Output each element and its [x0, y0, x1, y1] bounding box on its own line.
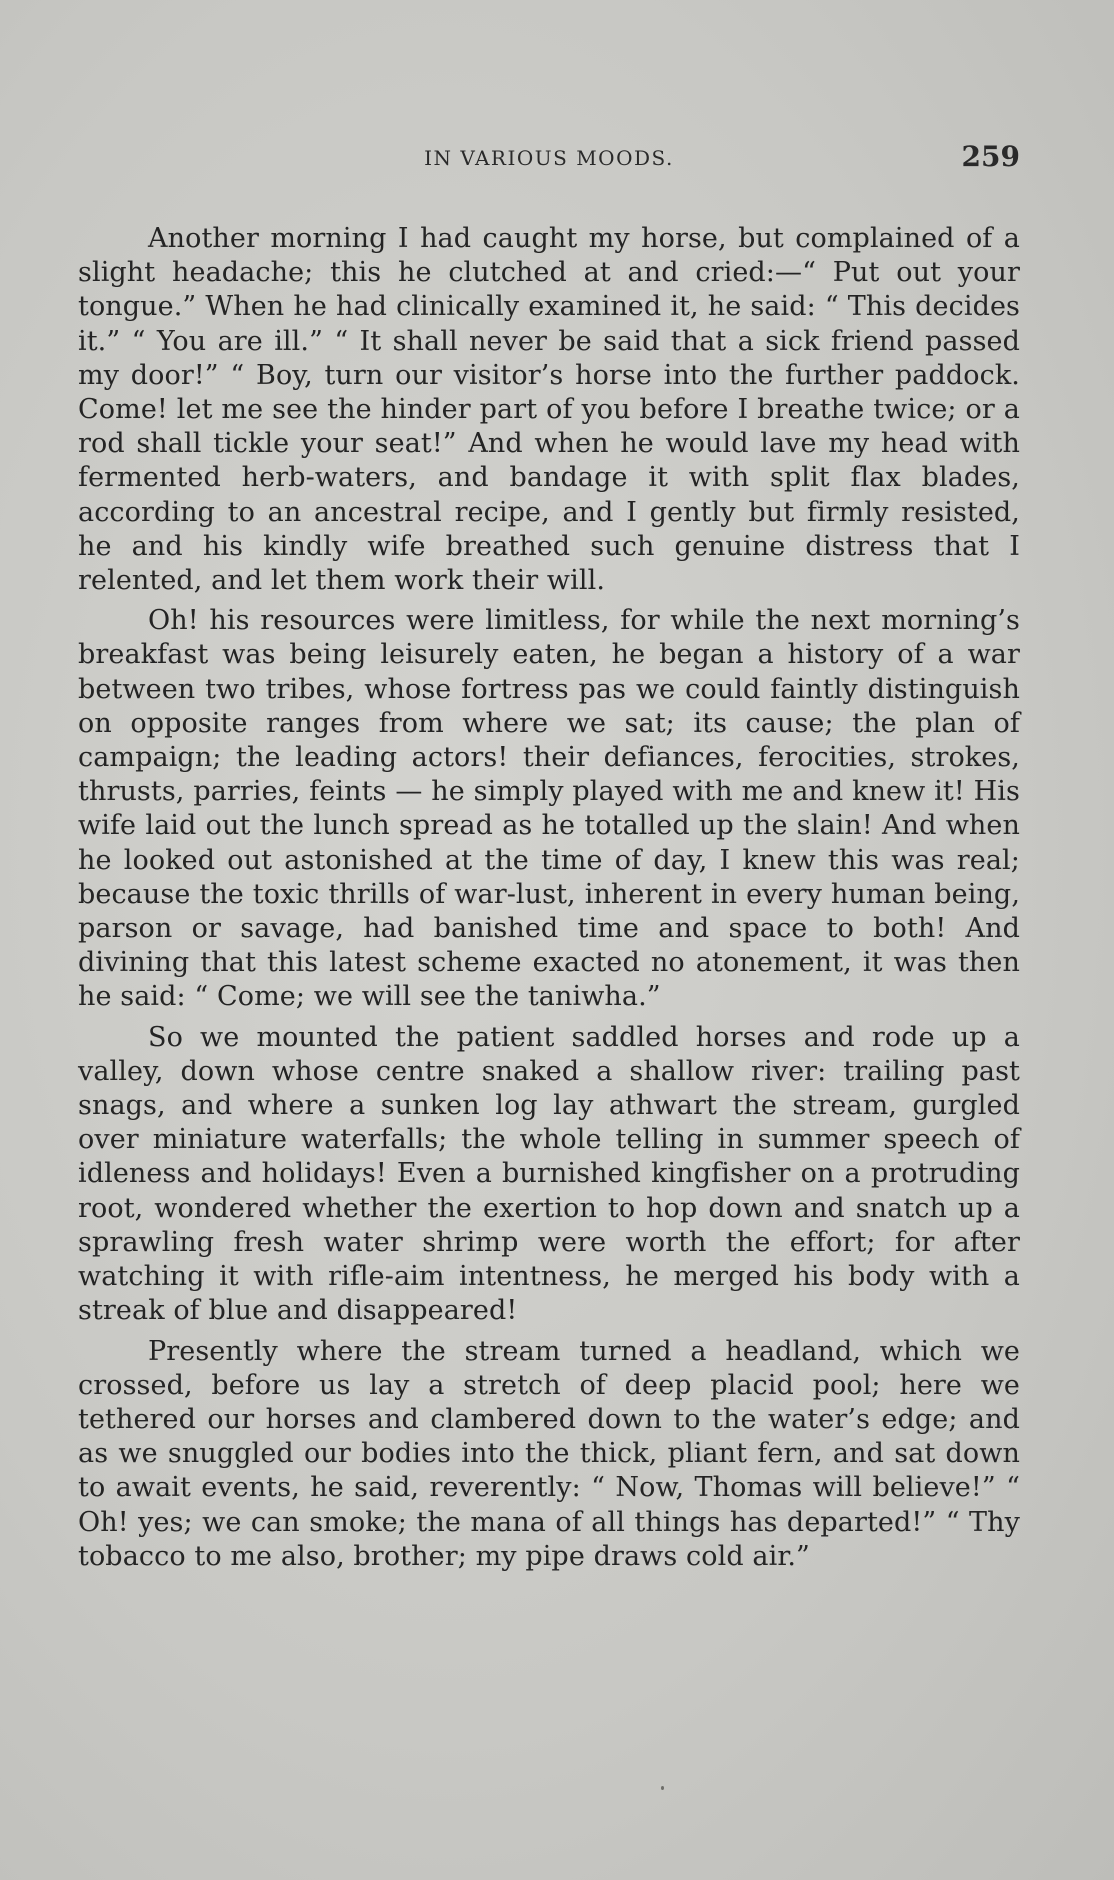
page-number: 259: [961, 140, 1020, 173]
running-head: [78, 140, 1020, 180]
body-text: [78, 222, 1020, 1574]
paragraph-4: Presently where the stream turned a headland, which we crossed, before us lay a stretch of deep placid pool; here we tethered our horses and clambered down to the water’s edge; and as we snuggled our bodies into the thick, pliant fern, and sat down to await events, he said, reverently: “ Now, Thomas will believe!” “ Oh! yes; we can smoke; the mana of all things has departed!” “ Thy tobacco to me also, brother; my pipe draws cold air.”: [78, 1335, 1020, 1572]
paragraph-2: Oh! his resources were limitless, for while the next morning’s breakfast was being leisurely eaten, he began a history of a war between two tribes, whose fortress pas we could faintly distinguish on opposite ranges from where we sat; its cause; the plan of campaign; the leading actors! their defiances, ferocities, strokes, thrusts, parries, feints — he simply played with me and knew it! His wife laid out the lunch spread as he totalled up the slain! And when he looked out astonished at the time of day, I knew this was real; because the toxic thrills of war-lust, inherent in every human being, parson or savage, had banished time and space to both! And divining that this latest scheme exacted no atonement, it was then he said: “ Come; we will see the taniwha.”: [78, 605, 1020, 1013]
paragraph-3: So we mounted the patient saddled horses and rode up a valley, down whose centre snaked a shallow river: trailing past snags, and where a sunken log lay athwart the stream, gurgled over miniature waterfalls; the whole telling in summer speech of idleness and holidays! Even a burnished kingfisher on a protruding root, wondered whether the exertion to hop down and snatch up a sprawling fresh water shrimp were worth the effort; for after watching it with rifle-aim intentness, he merged his body with a streak of blue and disappeared!: [78, 1021, 1020, 1327]
paper-speck: [661, 1786, 664, 1790]
running-title: IN VARIOUS MOODS.: [424, 146, 674, 170]
book-page: [78, 140, 1020, 1580]
paragraph-1: Another morning I had caught my horse, but complained of a slight headache; this he clutched at and cried:—“ Put out your tongue.” When he had clinically examined it, he said: “ This decides it.” “ You are ill.” “ It shall never be said that a sick friend passed my door!” “ Boy, turn our visitor’s horse into the further paddock. Come! let me see the hinder part of you before I breathe twice; or a rod shall tickle your seat!” And when he would lave my head with fermented herb-waters, and bandage it with split flax blades, according to an ancestral recipe, and I gently but firmly resisted, he and his kindly wife breathed such genuine distress that I relented, and let them work their will.: [78, 223, 1020, 597]
